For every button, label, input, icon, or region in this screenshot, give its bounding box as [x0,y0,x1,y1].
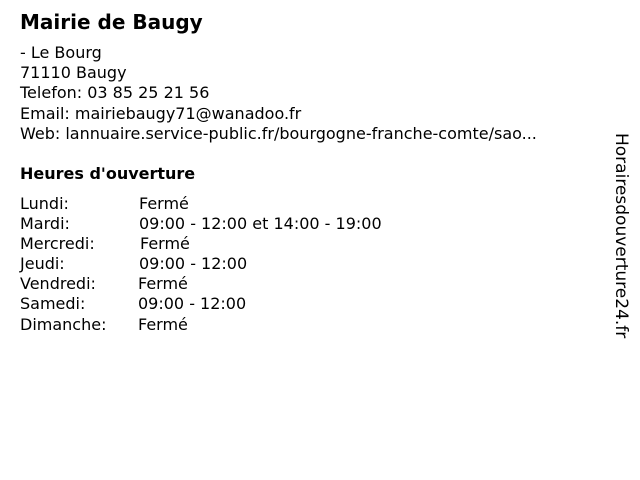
time-value: Fermé [138,314,188,334]
site-brand-text: Horairesdouverture24.fr [611,133,631,339]
time-value: 09:00 - 12:00 [139,254,248,274]
day-label: Samedi: [20,294,86,314]
time-value: 09:00 - 12:00 et 14:00 - 19:00 [139,214,382,234]
time-value: Fermé [138,274,188,294]
time-value: 09:00 - 12:00 [138,294,247,314]
address-block [20,43,537,144]
day-label: Mardi: [20,214,70,234]
hours-heading: Heures d'ouverture [20,164,196,183]
page-title: Mairie de Baugy [20,10,203,34]
website-link: Web: lannuaire.service-public.fr/bourgogne-franche-comte/sao... [20,123,537,143]
email-address: Email: mairiebaugy71@wanadoo.fr [20,103,302,123]
time-value: Fermé [139,194,189,213]
day-label: Mercredi: [20,234,95,254]
day-label: Vendredi: [20,274,96,294]
address-city: 71110 Baugy [20,63,127,83]
address-street: - Le Bourg [20,43,102,62]
phone-number: Telefon: 03 85 25 21 56 [20,83,210,103]
site-brand-watermark [604,133,638,373]
time-value: Fermé [140,234,190,254]
day-label: Dimanche: [20,314,107,334]
day-label: Lundi: [20,194,69,213]
day-label: Jeudi: [20,254,65,274]
